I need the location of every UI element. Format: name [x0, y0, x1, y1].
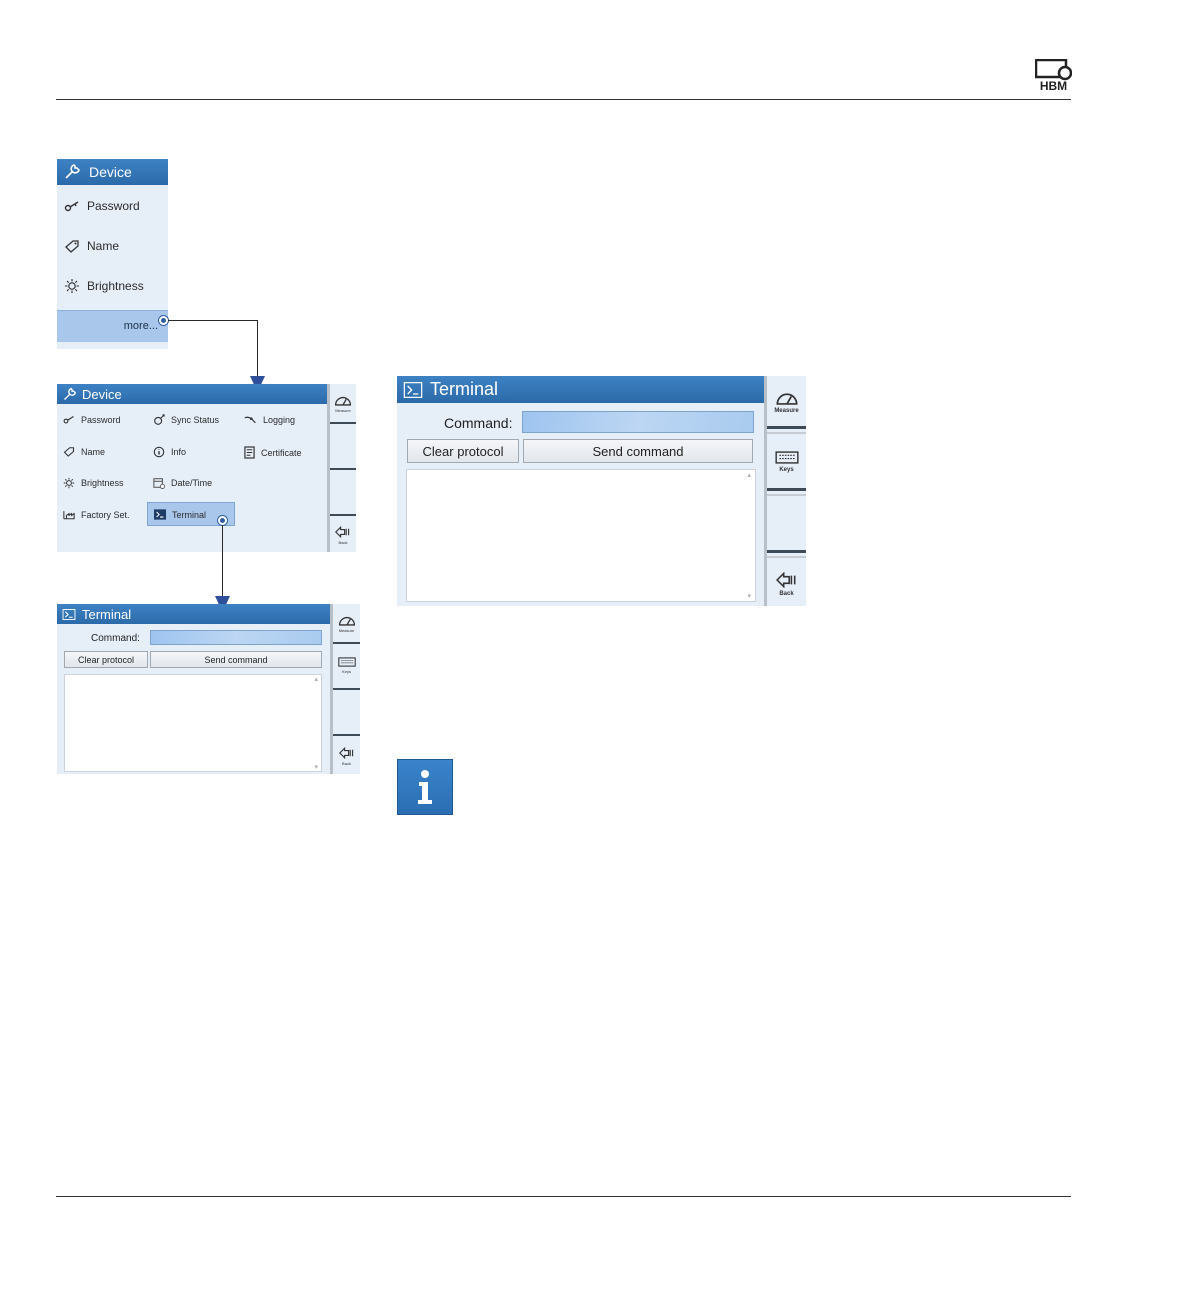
terminal-small-side-bar	[330, 604, 360, 774]
device-menu-full-titlebar	[57, 384, 327, 404]
menu-item-brightness[interactable]	[63, 477, 124, 489]
terminal-large-title: Terminal	[430, 379, 499, 399]
more-button[interactable]	[57, 310, 168, 342]
menu-item-label: Password	[81, 414, 121, 425]
measure-label: Measure	[774, 408, 799, 414]
terminal-small	[57, 604, 360, 774]
menu-item-sync-status[interactable]	[153, 414, 219, 426]
sync-icon	[153, 414, 165, 426]
keyboard-icon	[338, 657, 356, 667]
keys-button[interactable]	[767, 444, 806, 480]
scroll-up-icon[interactable]: ▴	[747, 472, 751, 479]
footer-rule	[56, 1196, 1071, 1197]
terminal-icon	[403, 382, 423, 398]
side-separator	[767, 426, 806, 429]
gauge-icon	[334, 394, 352, 406]
menu-item-password[interactable]	[63, 414, 121, 425]
menu-item-date-time[interactable]	[153, 477, 212, 489]
terminal-small-titlebar	[57, 604, 330, 624]
back-arrow-icon	[339, 747, 355, 759]
menu-item-label: Brightness	[87, 279, 144, 293]
command-input-value	[151, 636, 154, 646]
device-menu-full	[57, 384, 356, 552]
factory-icon	[63, 509, 75, 520]
scroll-up-icon[interactable]: ▴	[314, 676, 318, 683]
menu-item-logging[interactable]	[244, 414, 295, 425]
device-menu-small-title: Device	[89, 164, 132, 180]
wrench-icon	[62, 387, 77, 402]
menu-item-label: Certificate	[261, 447, 302, 458]
hbm-logo-graphic	[1035, 59, 1072, 92]
menu-item-name[interactable]	[64, 237, 119, 255]
command-label: Command:	[91, 633, 140, 644]
more-label: more...	[123, 320, 158, 332]
back-label: Back	[779, 590, 794, 597]
measure-button[interactable]	[767, 384, 806, 420]
hbm-logo	[1035, 59, 1072, 92]
measure-label: Measure	[338, 627, 355, 633]
wrench-icon	[63, 163, 81, 181]
device-menu-small-titlebar	[57, 159, 168, 185]
menu-item-label: Date/Time	[171, 478, 213, 488]
back-arrow-icon	[776, 572, 798, 588]
menu-item-label: Info	[171, 447, 187, 457]
command-input-value	[523, 414, 527, 428]
command-input[interactable]	[150, 630, 322, 645]
side-separator	[333, 734, 360, 736]
keys-label: Keys	[779, 467, 794, 473]
terminal-large-titlebar	[397, 376, 764, 403]
menu-item-label: Name	[81, 446, 106, 457]
side-separator	[767, 556, 806, 558]
terminal-small-title: Terminal	[82, 606, 132, 622]
calendar-icon	[153, 477, 165, 489]
menu-item-info[interactable]	[153, 446, 186, 458]
brightness-icon	[63, 477, 75, 489]
side-separator	[767, 494, 806, 496]
svg-text:HBM: HBM	[1039, 79, 1068, 92]
terminal-large	[397, 376, 806, 606]
key-icon	[63, 414, 75, 425]
menu-item-name[interactable]	[63, 446, 105, 457]
gauge-icon	[338, 614, 356, 626]
connector-dot	[218, 516, 227, 525]
terminal-large-side-bar	[764, 376, 806, 606]
header-rule	[56, 99, 1071, 100]
side-separator	[330, 468, 356, 470]
connector-line	[257, 320, 258, 378]
side-separator	[767, 550, 806, 553]
scroll-down-icon[interactable]: ▾	[314, 764, 318, 771]
side-separator	[767, 488, 806, 491]
menu-item-factory-settings[interactable]	[63, 509, 130, 520]
keyboard-icon	[775, 451, 799, 464]
clear-protocol-button[interactable]: Clear protocol	[64, 651, 148, 668]
connector-line	[168, 320, 258, 321]
measure-button[interactable]	[330, 388, 356, 418]
device-menu-small	[57, 159, 168, 349]
side-separator	[333, 688, 360, 690]
side-separator	[767, 432, 806, 434]
menu-item-password[interactable]	[64, 197, 140, 215]
back-button[interactable]	[330, 520, 356, 550]
keys-button[interactable]	[333, 650, 360, 680]
measure-label: Measure	[335, 407, 351, 413]
menu-item-label: Name	[87, 239, 120, 253]
send-command-button[interactable]: Send command	[150, 651, 322, 668]
back-arrow-icon	[335, 526, 351, 538]
back-button[interactable]	[767, 566, 806, 602]
info-note-icon	[397, 759, 453, 815]
menu-item-brightness[interactable]	[64, 277, 144, 295]
info-icon	[153, 446, 165, 458]
scroll-down-icon[interactable]: ▾	[747, 593, 751, 600]
send-command-button[interactable]: Send command	[523, 439, 753, 463]
back-label: Back	[342, 760, 351, 766]
info-i-icon	[410, 767, 440, 807]
connector-line	[222, 525, 223, 597]
back-label: Back	[338, 539, 348, 545]
gauge-icon	[775, 390, 799, 405]
brightness-icon	[64, 278, 80, 294]
protocol-output[interactable]	[406, 469, 756, 602]
side-separator	[330, 422, 356, 424]
terminal-icon	[62, 609, 76, 620]
back-button[interactable]	[333, 740, 360, 772]
side-separator	[333, 642, 360, 644]
menu-item-label: Brightness	[81, 478, 124, 488]
tag-icon	[63, 446, 75, 457]
clear-protocol-button[interactable]: Clear protocol	[407, 439, 519, 463]
protocol-output[interactable]	[64, 674, 322, 772]
terminal-icon	[154, 509, 166, 520]
menu-item-certificate[interactable]	[244, 446, 302, 459]
menu-item-label: Terminal	[172, 509, 207, 520]
device-menu-full-title: Device	[82, 386, 122, 402]
certificate-icon	[244, 446, 255, 459]
device-side-bar	[327, 384, 356, 552]
menu-item-label: Factory Set.	[81, 509, 130, 520]
command-label: Command:	[444, 415, 513, 431]
side-separator	[330, 514, 356, 516]
command-input[interactable]	[522, 411, 754, 433]
key-icon	[64, 199, 80, 213]
menu-item-label: Logging	[263, 414, 296, 425]
logging-icon	[244, 414, 257, 425]
keys-label: Keys	[342, 668, 351, 674]
menu-item-label: Password	[87, 199, 140, 213]
measure-button[interactable]	[333, 608, 360, 638]
connector-dot	[159, 316, 168, 325]
menu-item-label: Sync Status	[171, 415, 220, 425]
tag-icon	[64, 239, 80, 253]
